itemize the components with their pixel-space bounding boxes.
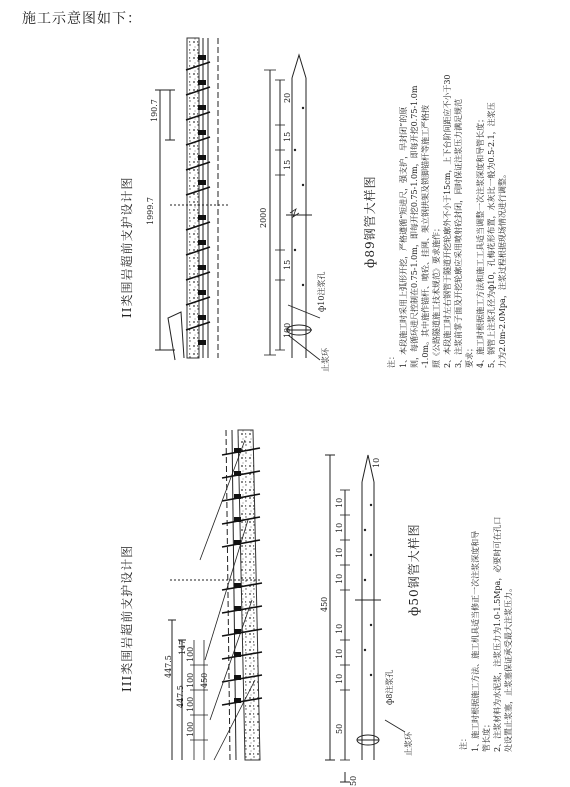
pipe89-hole-label: ф10注浆孔 — [317, 271, 326, 312]
dim-147: 147 — [178, 639, 187, 655]
page-title: 施工示意图如下： — [22, 11, 142, 27]
dim-450-pipe50: 450 — [320, 596, 329, 612]
notes89-heading: 注： — [387, 352, 396, 368]
dim-10-g: 10 — [335, 673, 344, 684]
pipe89-drawing — [264, 55, 320, 360]
design-ii-drawing — [155, 38, 230, 360]
notes89-body — [398, 74, 508, 368]
notes89-line: 力为2.0m-2.0Mpa，注浆过程根据现场情况进行调整。 — [498, 170, 507, 368]
notes50-heading: 注： — [459, 734, 468, 750]
notes89-line: -1.0m。其中施作锚杆、喷砼、挂网、架立钢拱架及锁脚锚杆等施工严格按 — [421, 104, 430, 368]
dim-1999: 1999.7 — [146, 197, 155, 225]
design-ii-title: II类围岩超前支护设计图 — [120, 176, 134, 318]
dim-100-pipe89: 100 — [283, 322, 292, 338]
dim-15-a: 15 — [283, 131, 292, 142]
dim-450-design: 450 — [200, 672, 209, 688]
dim-20: 20 — [283, 92, 292, 103]
notes89-line: 5、钢管上注浆孔径为ф10，孔梅花形布置，水灰比一般为0.5-2.1，注浆压 — [487, 102, 496, 368]
dim-10-a: 10 — [335, 497, 344, 508]
dim-447-b: 447.5 — [176, 685, 185, 708]
pipe50-hole-label: ф8注浆孔 — [385, 669, 394, 705]
notes89 — [386, 352, 397, 368]
notes89-line: 1、本段施工时采用上弧形开挖，严格遵循“短进尺，强支护，早封闭”的原 — [399, 106, 408, 368]
dim-15-c: 15 — [283, 259, 292, 270]
notes89-line: 则，每循环进尺控制在0.75-1.0m，即每开挖0.75-1.0m，即每开挖0.75-1.0m — [410, 85, 419, 368]
notes89-line: 要求； — [465, 344, 474, 368]
dim-50-b: 50 — [349, 775, 358, 786]
notes50-line: 管长度； — [482, 720, 491, 752]
design-iii-title: III类围岩超前支护设计图 — [120, 544, 134, 692]
dim-15-b: 15 — [283, 159, 292, 170]
pipe89-title: ф89钢管大样图 — [363, 175, 377, 268]
notes89-line: 照《公路隧道施工技术规范》要求施作； — [432, 224, 441, 368]
dim-10-e: 10 — [335, 623, 344, 634]
dim-10-c: 10 — [335, 547, 344, 558]
notes50 — [458, 734, 469, 750]
dim-10-h: 10 — [372, 457, 381, 468]
pipe50-ring-label: 止浆环 — [404, 732, 413, 756]
notes50-body — [470, 517, 514, 752]
dim-100-b: 100 — [186, 672, 195, 688]
notes50-line: 2、注浆材料为水泥浆，注浆压力为1.0-1.5Mpa，必要时可在孔口 — [493, 516, 502, 752]
notes89-line: 4、施工时根据施工方法和施工工具适当调整一次注浆深度和导管长度； — [476, 114, 485, 368]
dim-100-d: 100 — [186, 721, 195, 737]
dim-100-c: 100 — [186, 696, 195, 712]
dim-2000: 2000 — [259, 207, 268, 228]
dim-100-a: 100 — [186, 646, 195, 662]
dim-10-f: 10 — [335, 648, 344, 659]
dim-10-b: 10 — [335, 522, 344, 533]
notes50-line: 处设置止浆塞，止浆塞保证承受最大注浆压力。 — [504, 584, 513, 752]
dim-447-a: 447.5 — [164, 655, 173, 678]
notes89-line: 2、本段施工时左右钢管于隧道开挖轮廓外不小于15cm，上下台阶间距应不小于30 — [443, 74, 452, 368]
dim-10-d: 10 — [335, 573, 344, 584]
design-iii-drawing — [168, 430, 262, 760]
dim-50: 50 — [335, 723, 344, 734]
notes89-line: 3、注浆前掌子面及开挖轮廓应采用喷射砼封闭，同时保证注浆压力满足规范 — [454, 98, 463, 368]
pipe50-title: ф50钢管大样图 — [407, 523, 421, 616]
pipe89-ring-label: 止浆环 — [321, 348, 330, 372]
dim-190: 190.7 — [150, 99, 159, 122]
notes50-line: 1、施工时根据施工方法、施工机具适当修正一次注浆深度和导 — [471, 530, 480, 752]
